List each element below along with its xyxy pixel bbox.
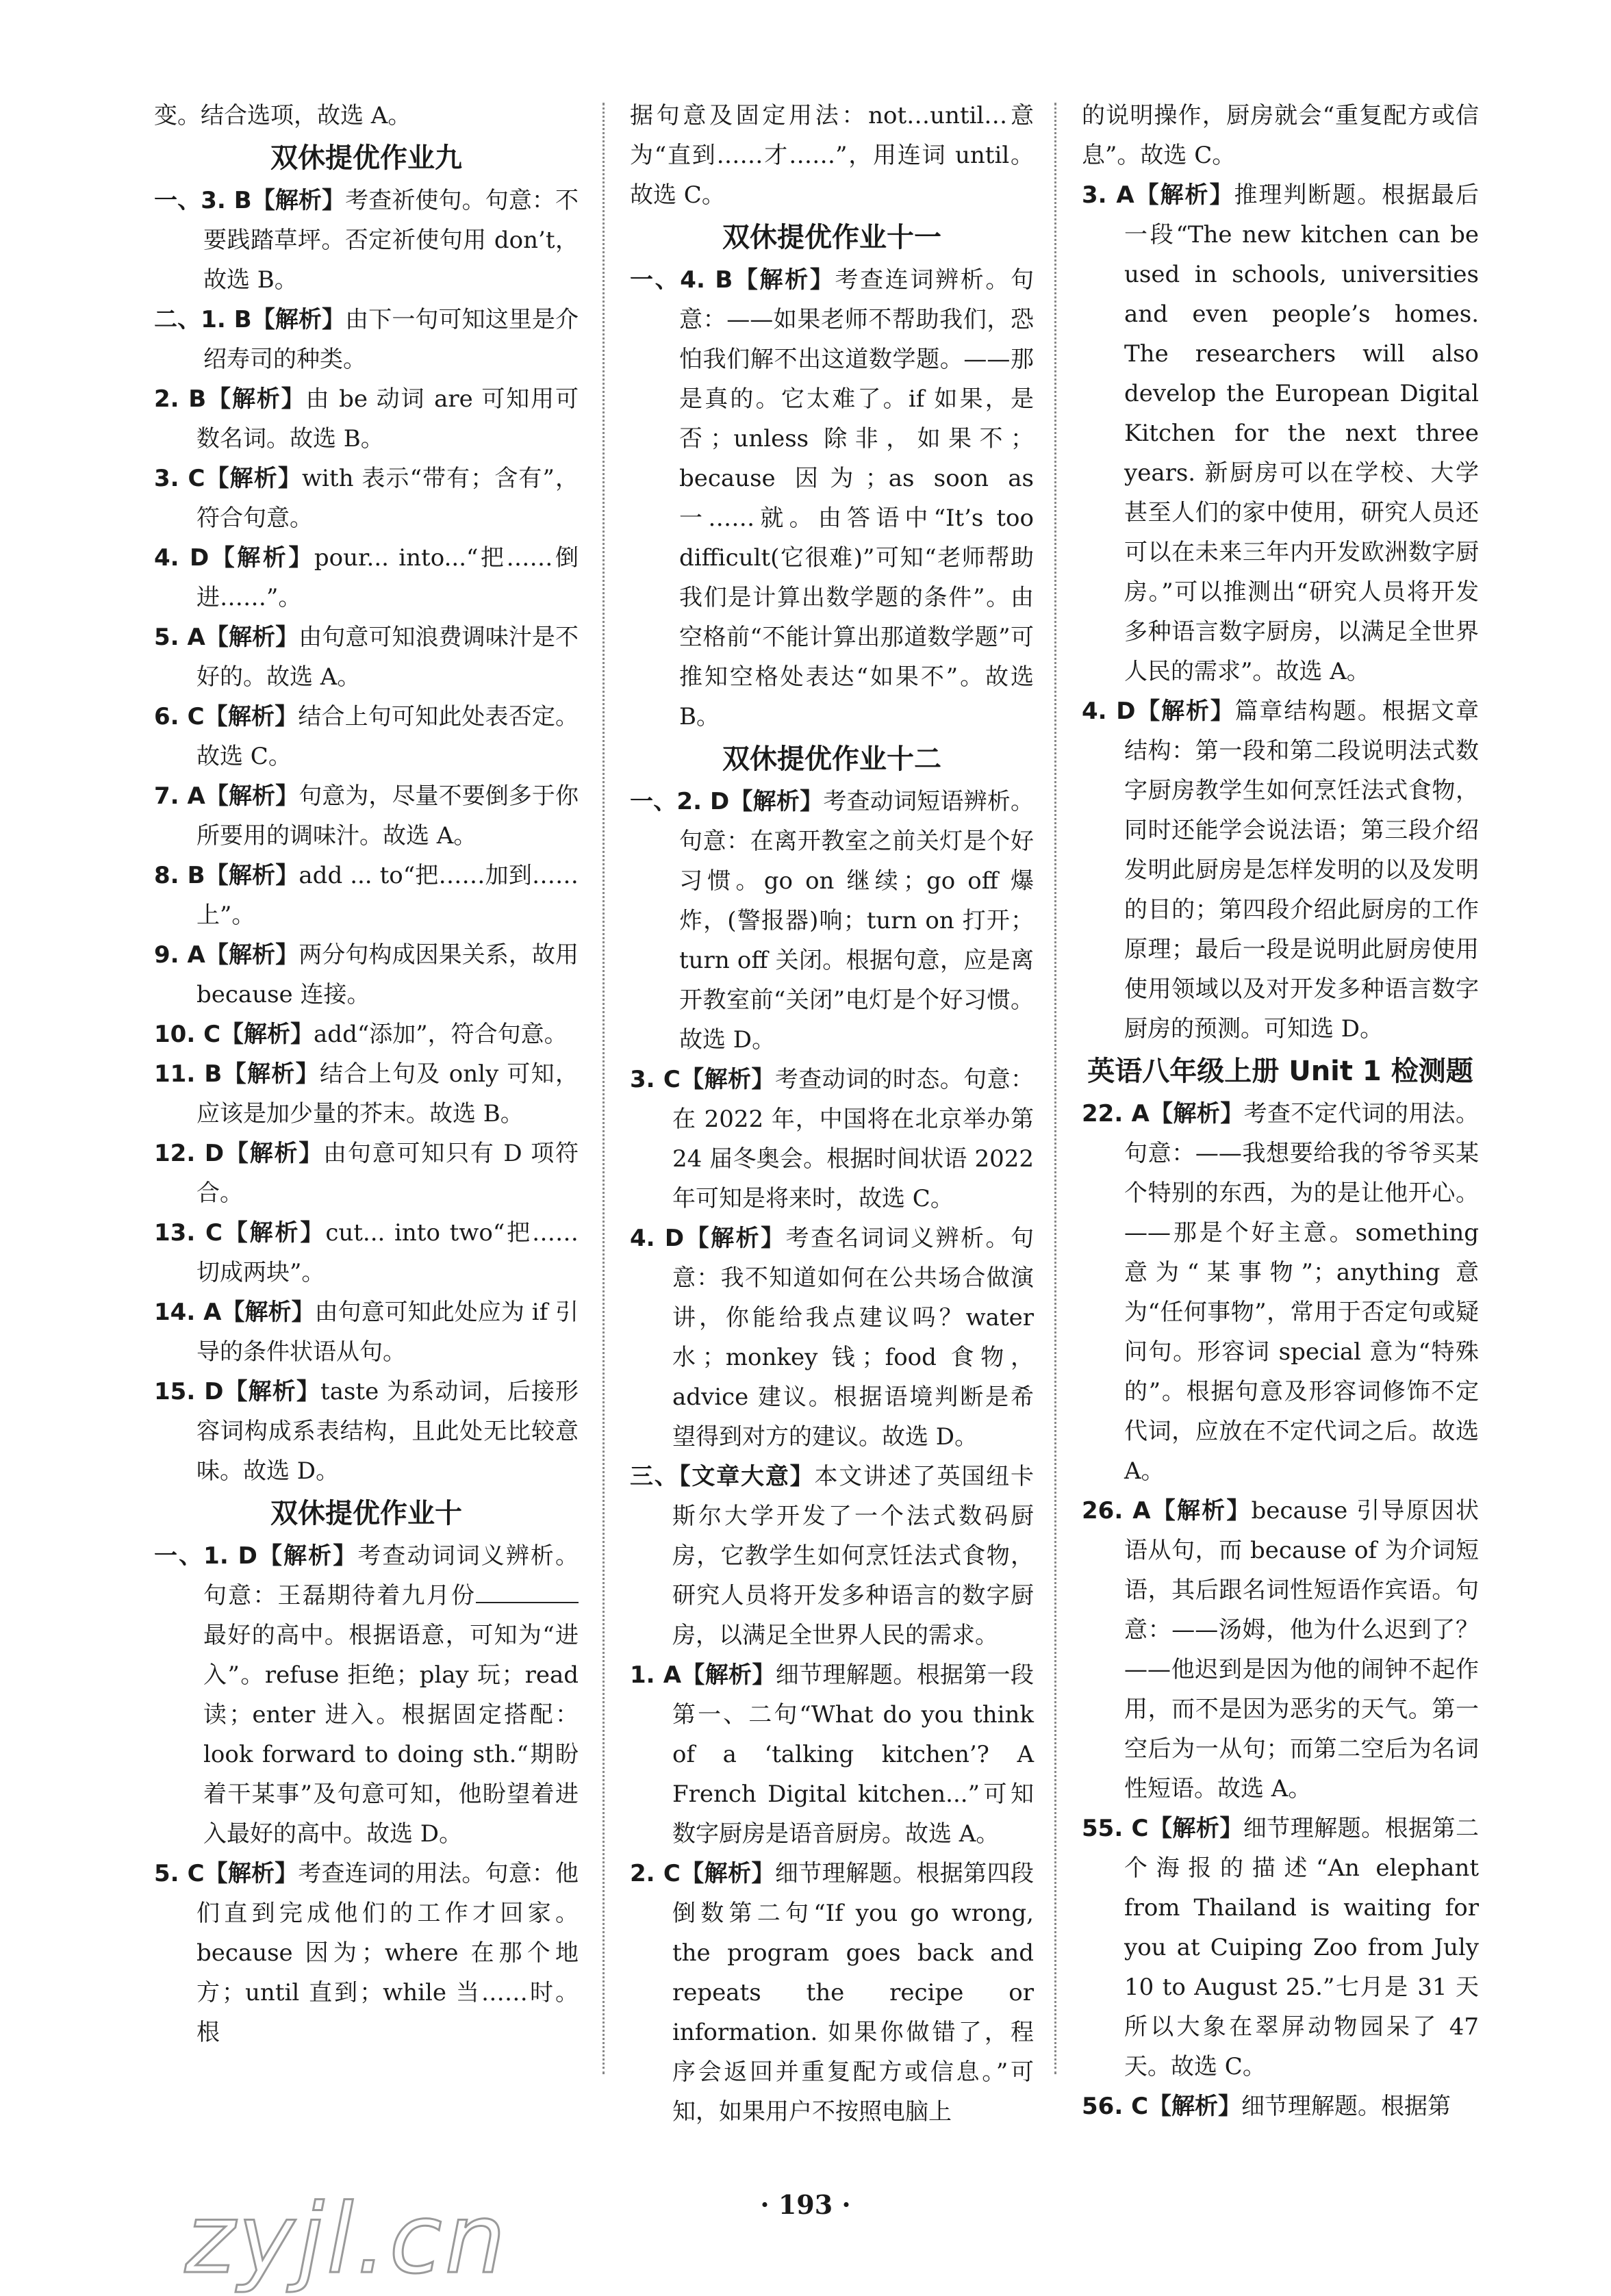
answer-number: 10. C xyxy=(154,1021,221,1048)
analysis-tag: 【解析】 xyxy=(205,782,299,810)
analysis-tag: 【解析】 xyxy=(257,1542,358,1570)
answer-number: 11. B xyxy=(154,1060,223,1088)
answer-text: 考查不定代词的用法。句意：——我想要给我的爷爷买某个特别的东西，为的是让他开心。——那是个好主意。something 意为“某事物”；anything 意为“任何事物”，常用于否定句或疑问句。形容词 special 意为“特殊的”。根据句意及形容词修饰不定代词，应放在不定代词之后。故选 A。 xyxy=(1124,1100,1480,1485)
analysis-tag: 【解析】 xyxy=(680,1860,775,1887)
column-right xyxy=(1082,96,1479,2126)
answer-item xyxy=(630,1060,1034,1219)
analysis-tag: 【解析】 xyxy=(1134,181,1234,209)
continued-text xyxy=(154,96,579,136)
answer-number: 三、 xyxy=(630,1463,679,1490)
analysis-tag: 【解析】 xyxy=(205,465,302,492)
answer-text: 考查连词辨析。句意：——如果老师不帮助我们，恐怕我们解不出这道数学题。——那是真的。它太难了。if 如果，是否；unless 除非，如果不；because 因为；as soon as 一……就。由答语中“It’s too difficult(它很难)”可知“老师帮助我们是计算出数学题的条件”。由空格前“不能计算出那道数学题”可推知空格处表达“如果不”。故选 B。 xyxy=(679,266,1035,730)
answer-number: 7. A xyxy=(154,782,205,810)
answer-number: 55. C xyxy=(1082,1815,1149,1842)
answer-text: 考查名词词义辨析。句意：我不知道如何在公共场合做演讲，你能给我点建议吗？water 水；monkey 钱；food 食物，advice 建议。根据语境判断是希望得到对方的建议。故选 D。 xyxy=(672,1225,1034,1451)
analysis-tag: 【解析】 xyxy=(204,703,299,730)
page-number: · 193 · xyxy=(760,2189,851,2220)
answer-item xyxy=(154,1015,579,1054)
answer-text: 考查祈使句。句意：不要践踏草坪。否定祈使句用 don’t，故选 B。 xyxy=(203,187,579,294)
answer-text: 考查动词词义辨析。句意：王磊期待着九月份 xyxy=(203,1542,579,1609)
answer-item xyxy=(630,260,1034,737)
answer-text: 本文讲述了英国纽卡斯尔大学开发了一个法式数码厨房，它教学生如何烹饪法式食物，研究人员将开发多种语言的数字厨房，以满足全世界人民的需求。 xyxy=(672,1463,1034,1649)
answer-text: 细节理解题。根据第四段倒数第二句“If you go wrong, the program goes back and repeats the recipe or information. 如果你做错了，程序会返回并重复配方或信息。”可知，如果用户不按照电脑上 xyxy=(672,1860,1034,2126)
analysis-tag: 【解析】 xyxy=(1149,1100,1244,1127)
answer-item xyxy=(154,697,579,776)
answer-number: 56. C xyxy=(1082,2093,1149,2120)
answer-item xyxy=(1082,691,1479,1049)
answer-item xyxy=(154,1213,579,1292)
answer-item xyxy=(154,181,579,300)
continued-text xyxy=(630,96,1034,215)
answer-number: 3. A xyxy=(1082,181,1134,209)
answer-text: 由 be 动词 are 可知用可数名词。故选 B。 xyxy=(196,385,579,452)
answer-number: 8. B xyxy=(154,862,205,889)
answer-number: 一、3. B xyxy=(154,187,252,214)
analysis-tag: 【解析】 xyxy=(1135,698,1235,725)
analysis-tag: 【解析】 xyxy=(1148,2093,1242,2120)
analysis-tag: 【解析】 xyxy=(204,1860,299,1887)
analysis-tag: 【解析】 xyxy=(680,1066,775,1093)
answer-item xyxy=(1082,1491,1479,1809)
section-heading: 英语八年级上册 Unit 1 检测题 xyxy=(1087,1056,1473,1087)
analysis-tag: 【解析】 xyxy=(681,1661,776,1689)
answer-text: cut... into two“把……切成两块”。 xyxy=(196,1219,579,1286)
answer-text: 据句意及固定用法：not…until…意为“直到……才……”，用连词 until。故选 C。 xyxy=(630,102,1034,209)
answer-number: 2. B xyxy=(154,385,207,413)
answer-number: 3. C xyxy=(630,1066,681,1093)
analysis-tag: 【解析】 xyxy=(684,1225,786,1252)
answer-text: 最好的高中。根据语意，可知为“进入”。refuse 拒绝；play 玩；read 读；enter 进入。根据固定搭配：look forward to doing sth.“期盼着干某事”及句意可知，他盼望着进入最好的高中。故选 D。 xyxy=(203,1622,579,1848)
answer-number: 22. A xyxy=(1082,1100,1150,1127)
answer-text: add“添加”，符合句意。 xyxy=(314,1021,568,1048)
analysis-tag: 【解析】 xyxy=(220,1021,314,1048)
watermark-logo: zyjl.cn xyxy=(185,2184,509,2295)
answer-item xyxy=(154,300,579,379)
answer-number: 一、1. D xyxy=(154,1542,257,1570)
analysis-tag: 【解析】 xyxy=(205,862,299,889)
analysis-tag: 【解析】 xyxy=(223,1378,321,1405)
answer-item xyxy=(154,935,579,1015)
column-middle xyxy=(630,96,1034,2132)
answer-item xyxy=(154,538,579,617)
analysis-tag: 【解析】 xyxy=(222,1219,326,1247)
answer-text: add ... to“把……加到……上”。 xyxy=(196,862,579,929)
analysis-tag: 【解析】 xyxy=(224,1140,324,1167)
analysis-tag: 【解析】 xyxy=(205,941,299,969)
analysis-tag: 【解析】 xyxy=(1150,1497,1252,1525)
answer-text: 句意为，尽量不要倒多于你所要用的调味汁。故选 A。 xyxy=(196,782,579,850)
continued-text xyxy=(1082,96,1479,175)
answer-text: 考查连词的用法。句意：他们直到完成他们的工作才回家。because 因为；where 在那个地方；until 直到；while 当……时。根 xyxy=(196,1860,579,2046)
answer-text: pour... into...“把……倒进……”。 xyxy=(196,544,579,611)
analysis-tag: 【文章大意】 xyxy=(678,1463,815,1490)
answer-text: 考查动词的时态。句意：在 2022 年，中国将在北京举办第 24 届冬奥会。根据时间状语 2022 年可知是将来时，故选 C。 xyxy=(672,1066,1034,1212)
section-heading: 双休提优作业十 xyxy=(270,1498,462,1529)
answer-text: 由句意可知只有 D 项符合。 xyxy=(196,1140,579,1207)
answer-item xyxy=(1082,2087,1479,2126)
answer-number: 14. A xyxy=(154,1299,222,1326)
answer-number: 2. C xyxy=(630,1860,681,1887)
analysis-tag: 【解析】 xyxy=(222,1060,320,1088)
answer-text: 变。结合选项，故选 A。 xyxy=(154,102,411,129)
answer-item xyxy=(154,856,579,935)
answer-number: 4. D xyxy=(154,544,210,572)
answer-number: 1. A xyxy=(630,1661,682,1689)
answer-item xyxy=(154,1292,579,1372)
answer-item xyxy=(630,1219,1034,1457)
analysis-tag: 【解析】 xyxy=(251,187,346,214)
answer-text: with 表示“带有；含有”，符合句意。 xyxy=(196,465,579,532)
answer-item xyxy=(154,1854,579,2052)
answer-number: 5. C xyxy=(154,1860,205,1887)
answer-item xyxy=(154,379,579,459)
answer-item xyxy=(154,1054,579,1134)
analysis-tag: 【解析】 xyxy=(733,266,835,294)
column-left xyxy=(154,96,579,2052)
answer-text: 推理判断题。根据最后一段“The new kitchen can be used in schools, universities and even people’s homes. The researchers will also develop the European Digital Kitchen for the next three years. 新厨房可以在学校、大学甚至人们的家中使用，研究人员还可以在未来三年内开发欧洲数字厨房。”可以推测出“研究人员将开发多种语言数字厨房，以满足全世界人民的需求”。故选 A。 xyxy=(1124,181,1480,685)
answer-text: 细节理解题。根据第一段第一、二句“What do you think of a ‘talking kitchen’? A French Digital kitchen...”可知数字厨房是语音厨房。故选 A。 xyxy=(672,1661,1035,1848)
section-heading: 双休提优作业九 xyxy=(270,142,462,174)
answer-number: 4. D xyxy=(1082,698,1136,725)
answer-item xyxy=(1082,1094,1479,1491)
answer-number: 26. A xyxy=(1082,1497,1151,1525)
answer-blank xyxy=(476,1581,579,1603)
answer-item xyxy=(154,1134,579,1213)
answer-text: 由句意可知此处应为 if 引导的条件状语从句。 xyxy=(196,1299,579,1366)
answer-text: 篇章结构题。根据文章结构：第一段和第二段说明法式数字厨房教学生如何烹饪法式食物，同时还能学会说法语；第三段介绍发明此厨房是怎样发明的以及发明的目的；第四段介绍此厨房的工作原理；最后一段是说明此厨房使用使用领域以及对开发多种语言数字厨房的预测。可知选 D。 xyxy=(1124,698,1480,1043)
answer-number: 12. D xyxy=(154,1140,225,1167)
section-heading: 双休提优作业十二 xyxy=(722,743,941,775)
answer-text: because 引导原因状语从句，而 because of 为介词短语，其后跟名词性短语作宾语。句意：——汤姆，他为什么迟到了？——他迟到是因为他的闹钟不起作用，而不是因为恶劣的天气。第一空后为一从句；而第二空后为名词性短语。故选 A。 xyxy=(1124,1497,1479,1802)
answer-text: 细节理解题。根据第 xyxy=(1241,2093,1451,2120)
answer-item xyxy=(154,1536,579,1854)
answer-item xyxy=(154,617,579,697)
answer-number: 一、4. B xyxy=(630,266,733,294)
analysis-tag: 【解析】 xyxy=(221,1299,315,1326)
answer-item xyxy=(154,1372,579,1491)
answer-text: 细节理解题。根据第二个海报的描述“An elephant from Thailand is waiting for you at Cuiping Zoo from July 10 to August 25.”七月是 31 天所以大象在翠屏动物园呆了 47 天。故选 C。 xyxy=(1124,1815,1479,2080)
analysis-tag: 【解析】 xyxy=(729,788,824,815)
answer-text: taste 为系动词，后接形容词构成系表结构，且此处无比较意味。故选 D。 xyxy=(196,1378,579,1485)
answer-number: 一、2. D xyxy=(630,788,730,815)
answer-item xyxy=(630,1854,1034,2132)
answer-text: 考查动词短语辨析。句意：在离开教室之前关灯是个好习惯。go on 继续；go off 爆炸，(警报器)响；turn on 打开；turn off 关闭。根据句意，应是离开教室前“关闭”电灯是个好习惯。故选 D。 xyxy=(679,788,1035,1054)
section-heading: 双休提优作业十一 xyxy=(722,222,941,253)
analysis-tag: 【解析】 xyxy=(209,544,314,572)
answer-text: 两分句构成因果关系，故用 because 连接。 xyxy=(196,941,579,1008)
answer-number: 9. A xyxy=(154,941,205,969)
answer-number: 6. C xyxy=(154,703,205,730)
answer-number: 4. D xyxy=(630,1225,685,1252)
answer-number: 13. C xyxy=(154,1219,223,1247)
answer-number: 15. D xyxy=(154,1378,224,1405)
answer-item xyxy=(630,1457,1034,1655)
analysis-tag: 【解析】 xyxy=(205,624,299,651)
answer-text: 结合上句可知此处表否定。故选 C。 xyxy=(196,703,579,770)
analysis-tag: 【解析】 xyxy=(1148,1815,1243,1842)
answer-text: 结合上句及 only 可知，应该是加少量的芥末。故选 B。 xyxy=(196,1060,579,1127)
answer-number: 5. A xyxy=(154,624,205,651)
column-divider xyxy=(602,103,605,2074)
answer-item xyxy=(630,1655,1034,1854)
answer-item xyxy=(1082,1809,1479,2087)
column-divider xyxy=(1054,103,1056,2074)
analysis-tag: 【解析】 xyxy=(251,306,346,333)
answer-number: 3. C xyxy=(154,465,205,492)
answer-number: 二、1. B xyxy=(154,306,252,333)
answer-item xyxy=(1082,175,1479,691)
answer-text: 由句意可知浪费调味汁是不好的。故选 A。 xyxy=(196,624,579,691)
answer-item xyxy=(154,459,579,538)
answer-item xyxy=(630,782,1034,1060)
answer-text: 由下一句可知这里是介绍寿司的种类。 xyxy=(203,306,579,373)
analysis-tag: 【解析】 xyxy=(206,385,306,413)
answer-item xyxy=(154,776,579,856)
answer-text: 的说明操作，厨房就会“重复配方或信息”。故选 C。 xyxy=(1082,102,1479,169)
